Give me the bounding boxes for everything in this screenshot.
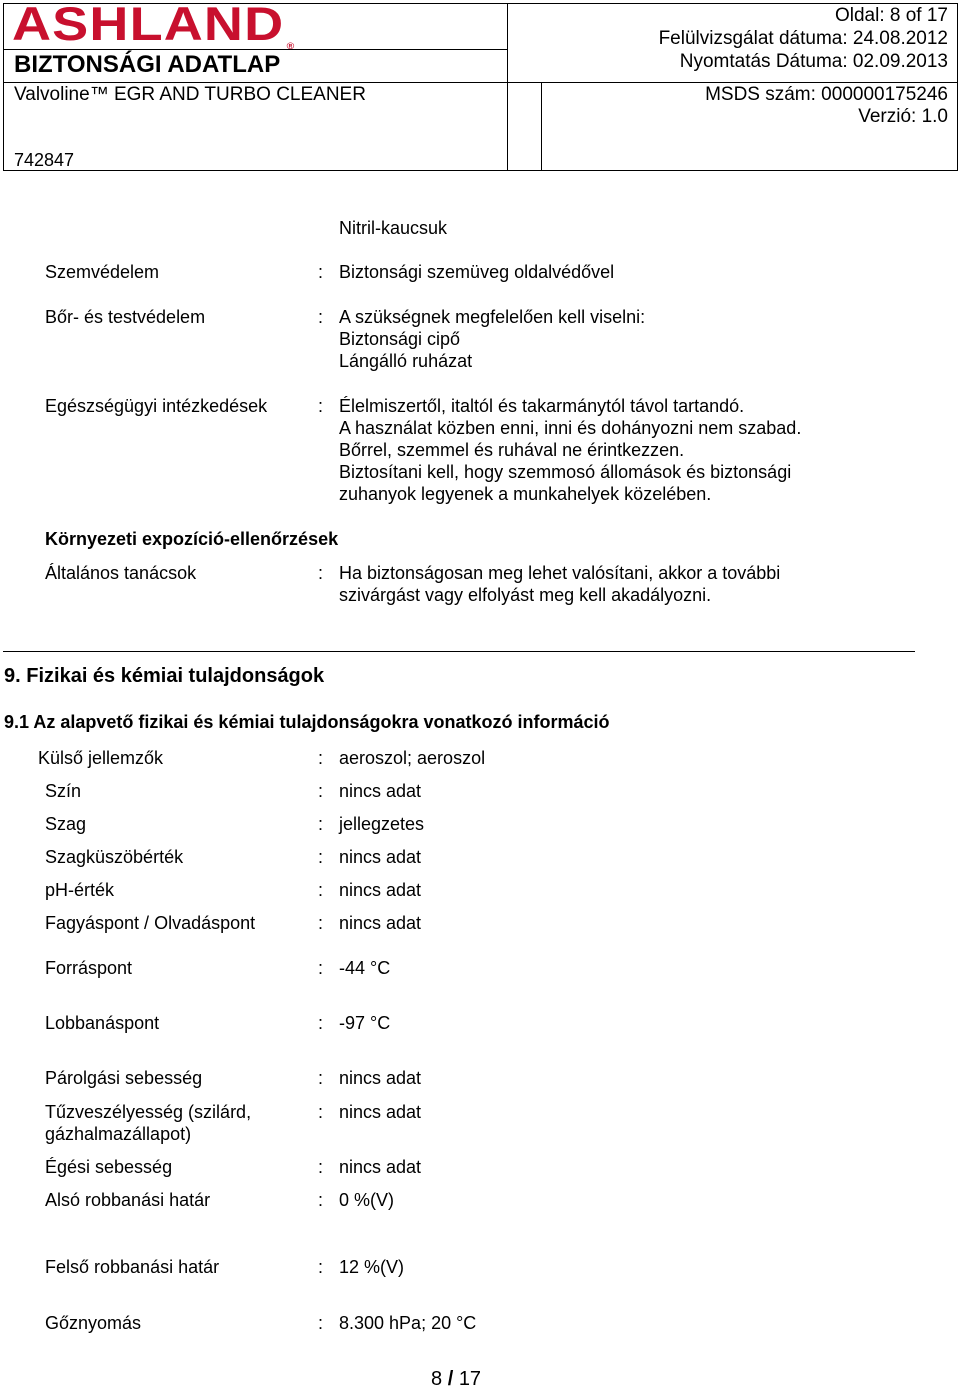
hygiene-measures-value: A használat közben enni, inni és dohányozni nem szabad. [339,418,802,438]
property-label: pH-érték [45,880,115,900]
property-label: Felső robbanási határ [45,1257,220,1277]
print-date: Nyomtatás Dátuma: 02.09.2013 [679,51,948,72]
colon: : [318,1068,324,1088]
property-value: nincs adat [339,1068,422,1088]
hygiene-measures-value: Bőrrel, szemmel és ruhával ne érintkezzen. [339,440,685,460]
section-9-title: 9. Fizikai és kémiai tulajdonságok [4,665,325,687]
general-advice-value: szivárgást vagy elfolyást meg kell akadályozni. [339,585,712,605]
property-label: Gőznyomás [45,1313,142,1333]
property-value: nincs adat [339,880,422,900]
property-value: 8.300 hPa; 20 °C [339,1313,477,1333]
general-advice-value: Ha biztonságosan meg lehet valósítani, akkor a további [339,563,781,583]
env-exposure-heading: Környezeti expozíció-ellenőrzések [45,529,339,549]
property-label-continued: gázhalmazállapot) [45,1124,192,1144]
colon: : [318,880,324,900]
property-value: nincs adat [339,1102,422,1122]
hygiene-measures-label: Egészségügyi intézkedések [45,396,268,416]
version: Verzió: 1.0 [858,106,948,127]
skin-protection-value: A szükségnek megfelelően kell viselni: [339,307,646,327]
property-label: Égési sebesség [45,1157,173,1177]
page-number-label: Oldal: 8 of 17 [834,5,948,26]
colon: : [318,913,324,933]
colon: : [318,1257,324,1277]
general-advice-label: Általános tanácsok [45,563,197,583]
property-label: Alsó robbanási határ [45,1190,211,1210]
colon: : [318,1157,324,1177]
glove-material: Nitril-kaucsuk [339,218,448,238]
product-code: 742847 [14,150,75,170]
property-label: Lobbanáspont [45,1013,160,1033]
property-label: Tűzveszélyesség (szilárd, [45,1102,252,1122]
property-value: nincs adat [339,1157,422,1177]
header-divider-vertical [507,3,508,171]
header-divider-vertical-2 [541,82,542,171]
eye-protection-value: Biztonsági szemüveg oldalvédővel [339,262,615,282]
colon: : [318,781,324,801]
skin-protection-value: Biztonsági cipő [339,329,461,349]
property-label: Párolgási sebesség [45,1068,203,1088]
colon: : [318,307,324,327]
document-title: BIZTONSÁGI ADATLAP [14,51,281,78]
colon: : [318,1013,324,1033]
property-label: Külső jellemzők [38,748,164,768]
msds-number: MSDS szám: 000000175246 [705,84,948,105]
colon: : [318,958,324,978]
colon: : [318,847,324,867]
property-value: -97 °C [339,1013,391,1033]
hygiene-measures-value: zuhanyok legyenek a munkahelyek közelében. [339,484,712,504]
eye-protection-label: Szemvédelem [45,262,160,282]
colon: : [318,1102,324,1122]
colon: : [318,814,324,834]
section-9-1-subtitle: 9.1 Az alapvető fizikai és kémiai tulajdonságokra vonatkozó információ [4,712,610,732]
hygiene-measures-value: Biztosítani kell, hogy szemmosó állomások és biztonsági [339,462,792,482]
property-value: nincs adat [339,781,422,801]
page-footer: 8 / 17 [431,1368,482,1390]
colon: : [318,1313,324,1333]
colon: : [318,262,324,282]
property-label: Fagyáspont / Olvadáspont [45,913,256,933]
product-name: Valvoline™ EGR AND TURBO CLEANER [14,84,366,105]
property-label: Forráspont [45,958,133,978]
property-label: Szín [45,781,82,801]
property-value: nincs adat [339,847,422,867]
property-value: jellegzetes [339,814,425,834]
colon: : [318,1190,324,1210]
header-divider-horizontal-2 [3,82,958,83]
property-value: 0 %(V) [339,1190,395,1210]
property-value: aeroszol; aeroszol [339,748,486,768]
colon: : [318,396,324,416]
hygiene-measures-value: Élelmiszertől, italtól és takarmánytól távol tartandó. [339,396,745,416]
colon: : [318,748,324,768]
colon: : [318,563,324,583]
property-value: 12 %(V) [339,1257,405,1277]
property-value: -44 °C [339,958,391,978]
property-label: Szagküszöbérték [45,847,184,867]
company-logo: ASHLAND ® [12,0,296,51]
property-label: Szag [45,814,87,834]
property-value: nincs adat [339,913,422,933]
section-rule [3,651,915,652]
skin-protection-label: Bőr- és testvédelem [45,307,206,327]
revision-date: Felülvizsgálat dátuma: 24.08.2012 [658,28,948,49]
skin-protection-value: Lángálló ruházat [339,351,473,371]
